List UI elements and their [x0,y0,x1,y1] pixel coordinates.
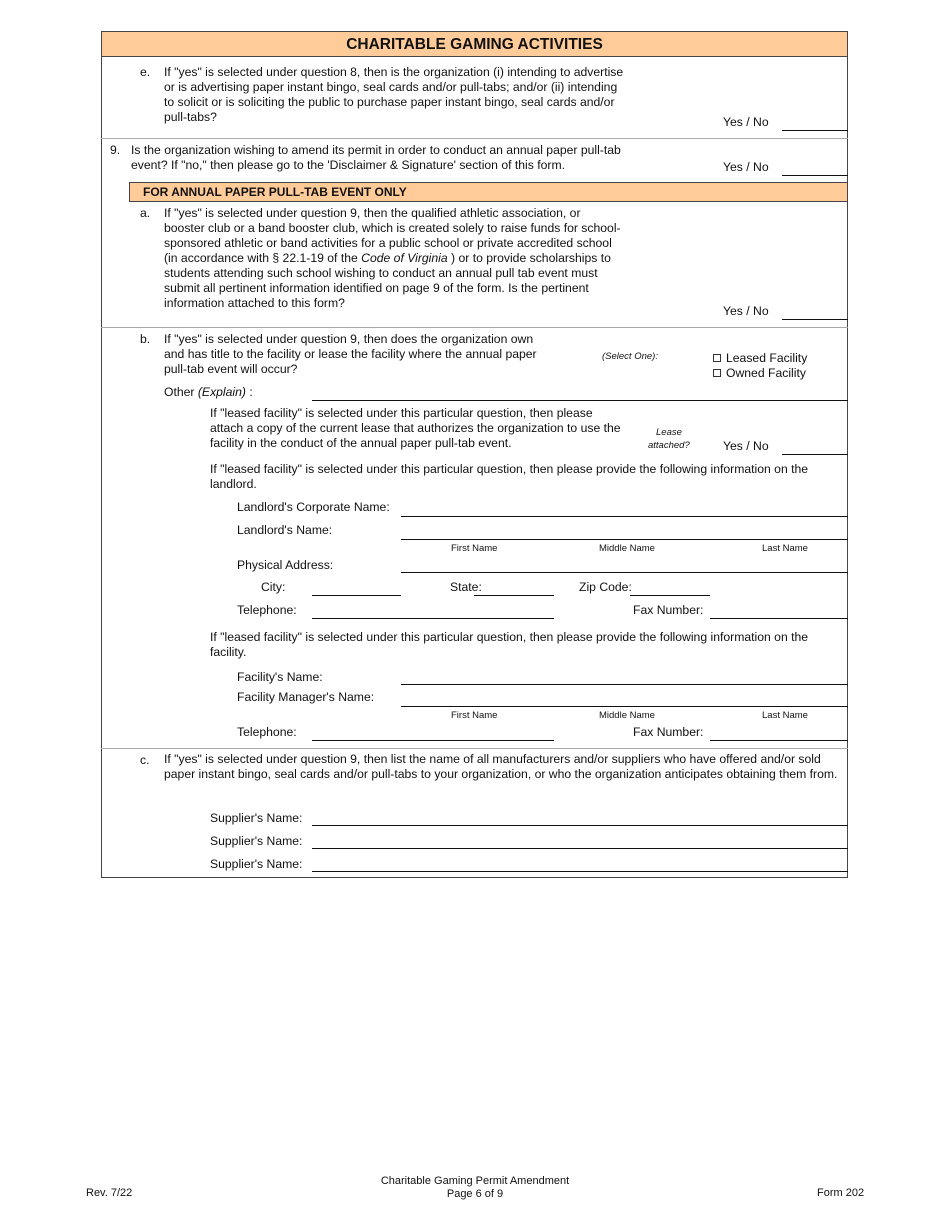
footer-form-number: Form 202 [817,1187,865,1199]
state-label: State: [450,580,482,594]
first-name-caption: First Name [451,543,498,554]
code-of-virginia: Code of Virginia [361,251,448,265]
last-name-caption: Last Name [762,710,808,721]
checkbox-icon[interactable] [713,354,721,362]
landlord-intro-1: If "leased facility" is selected under this particular question, then please provide the following information on the [210,462,809,476]
footer-revision: Rev. 7/22 [86,1187,133,1199]
other-explain-label [164,385,253,400]
supplier-1-field[interactable] [312,825,848,826]
other-text: Other [164,385,198,399]
middle-name-caption: Middle Name [599,710,655,721]
q9a-answer-field[interactable] [782,319,848,320]
q8e-yes-no: Yes / No [723,115,769,129]
q8e-line-4: pull-tabs? [164,110,217,124]
q9c-line-2: paper instant bingo, seal cards and/or pull-tabs to your organization, or who the organization anticipates obtaining them from. [164,767,838,781]
q8e-line-3: to solicit or is soliciting the public to purchase paper instant bingo, seal cards and/or [164,95,615,109]
q9a-line-2: booster club or a band booster club, which is created solely to raise funds for school- [164,221,621,235]
landlord-telephone-field[interactable] [312,618,554,619]
lease-yes-no: Yes / No [723,439,769,453]
city-label: City: [261,580,286,594]
facility-manager-field[interactable] [401,706,848,707]
q9a-line-5: students attending such school wishing to conduct an annual pull tab event must [164,266,598,280]
q9a-line-3: sponsored athletic or band activities for a public school or private accredited school [164,236,612,250]
q9a-line-4a: (in accordance with § 22.1-19 of the [164,251,362,265]
q8e-answer-field[interactable] [782,130,848,131]
option-leased-label: Leased Facility [726,351,808,365]
landlord-name-field[interactable] [401,539,848,540]
facility-intro-1: If "leased facility" is selected under this particular question, then please provide the following information on the [210,630,809,644]
q9-answer-field[interactable] [782,175,848,176]
lease-attached-2: attached? [648,440,690,451]
physical-address-label: Physical Address: [237,558,334,572]
q9a-line-1: If "yes" is selected under question 9, then the qualified athletic association, or [164,206,581,220]
q9a-line-4c: ) or to provide scholarships to [447,251,611,265]
middle-name-caption: Middle Name [599,543,655,554]
state-field[interactable] [474,595,554,596]
zip-label: Zip Code: [579,580,632,594]
physical-address-field[interactable] [401,572,848,573]
divider [101,327,848,328]
landlord-corp-label: Landlord's Corporate Name: [237,500,390,514]
divider [101,138,848,139]
q9b-line-2: and has title to the facility or lease the facility where the annual paper [164,347,537,361]
q9a-yes-no: Yes / No [723,304,769,318]
q9c-line-1: If "yes" is selected under question 9, then list the name of all manufacturers and/or suppliers who have offered and/or sold [164,752,821,766]
select-one-note: (Select One): [602,351,658,362]
option-leased-facility[interactable] [713,351,807,366]
q9-line-2: event? If "no," then please go to the 'Disclaimer & Signature' section of this form. [131,158,566,172]
q9b-label: b. [140,332,151,346]
other-explain-field[interactable] [312,400,848,401]
q9a-label: a. [140,206,151,220]
landlord-fax-field[interactable] [710,618,848,619]
q9b-line-3: pull-tab event will occur? [164,362,298,376]
landlord-intro-2: landlord. [210,477,257,491]
checkbox-icon[interactable] [713,369,721,377]
zip-field[interactable] [630,595,710,596]
q9-yes-no: Yes / No [723,160,769,174]
q9b-line-1: If "yes" is selected under question 9, then does the organization own [164,332,534,346]
landlord-name-label: Landlord's Name: [237,523,333,537]
q9c-label: c. [140,753,150,767]
option-owned-label: Owned Facility [726,366,806,380]
q9a-line-7: information attached to this form? [164,296,345,310]
facility-telephone-field[interactable] [312,740,554,741]
facility-fax-field[interactable] [710,740,848,741]
supplier-3-label: Supplier's Name: [210,857,303,871]
explain-text: (Explain) [197,385,246,399]
last-name-caption: Last Name [762,543,808,554]
supplier-2-label: Supplier's Name: [210,834,303,848]
footer-page-number: Page 6 of 9 [446,1188,504,1200]
q8e-line-1: If "yes" is selected under question 8, then is the organization (i) intending to advertise [164,65,624,79]
q9-label: 9. [110,143,121,157]
landlord-telephone-label: Telephone: [237,603,297,617]
landlord-fax-label: Fax Number: [633,603,704,617]
facility-name-field[interactable] [401,684,848,685]
q8e-line-2: or is advertising paper instant bingo, seal cards and/or pull-tabs; and/or (ii) intending [164,80,618,94]
colon-text: : [245,385,253,399]
lease-line-2: attach a copy of the current lease that authorizes the organization to use the [210,421,621,435]
supplier-3-field[interactable] [312,871,848,872]
supplier-1-label: Supplier's Name: [210,811,303,825]
lease-answer-field[interactable] [782,454,848,455]
footer-doc-title: Charitable Gaming Permit Amendment [380,1175,570,1187]
facility-manager-label: Facility Manager's Name: [237,690,375,704]
facility-telephone-label: Telephone: [237,725,297,739]
supplier-2-field[interactable] [312,848,848,849]
lease-line-1: If "leased facility" is selected under this particular question, then please [210,406,593,420]
divider [101,748,848,749]
q9a-line-4 [164,251,611,266]
facility-name-label: Facility's Name: [237,670,323,684]
q8e-label: e. [140,65,151,79]
landlord-corp-field[interactable] [401,516,848,517]
q9-line-1: Is the organization wishing to amend its permit in order to conduct an annual paper pull-tab [131,143,621,157]
section-title: CHARITABLE GAMING ACTIVITIES [101,31,848,57]
option-owned-facility[interactable] [713,366,806,381]
city-field[interactable] [312,595,401,596]
first-name-caption: First Name [451,710,498,721]
lease-attached-1: Lease [656,427,682,438]
facility-fax-label: Fax Number: [633,725,704,739]
q9a-line-6: submit all pertinent information identified on page 9 of the form. Is the pertinent [164,281,589,295]
facility-intro-2: facility. [210,645,247,659]
lease-line-3: facility in the conduct of the annual paper pull-tab event. [210,436,512,450]
annual-event-subheader: FOR ANNUAL PAPER PULL-TAB EVENT ONLY [129,182,848,202]
